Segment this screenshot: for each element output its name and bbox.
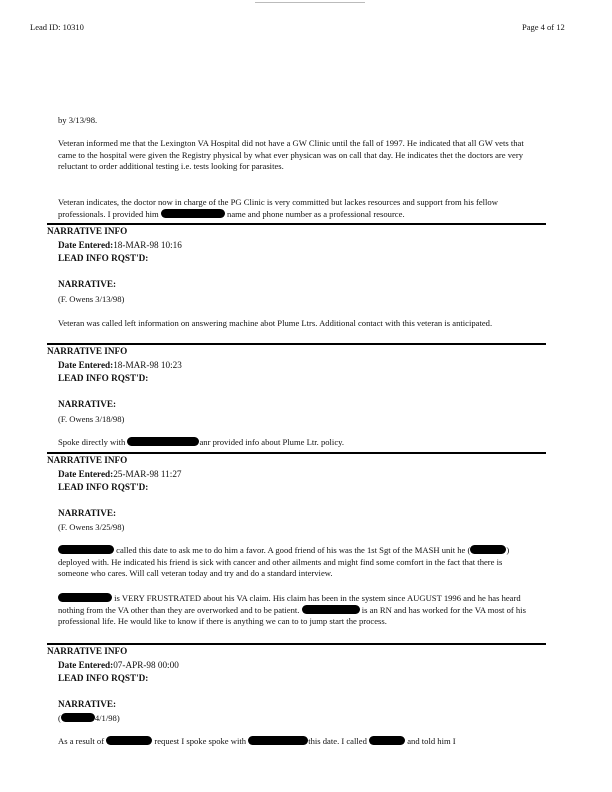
redaction	[248, 736, 308, 745]
entry-text: called this date to ask me to do him a favor. A good friend of his was the 1st Sgt of the MASH unit he ( ) deployed with. He indicated his friend is sick with cancer and other ailments and might find some comfort in the fact that there is someone who cares. Will call veteran today and try and do a standard interview.	[58, 545, 510, 578]
redaction	[369, 736, 405, 745]
redaction	[61, 713, 95, 722]
paragraph-by-date: by 3/13/98.	[58, 115, 98, 125]
top-edge-line	[255, 2, 365, 3]
redaction	[161, 209, 225, 218]
redaction	[302, 605, 360, 614]
date-entered: Date Entered:25-MAR-98 11:27	[58, 469, 182, 479]
section-rule	[47, 343, 546, 345]
narrative-label: NARRATIVE:	[58, 399, 117, 409]
redaction	[58, 545, 114, 554]
section-title: NARRATIVE INFO	[47, 346, 128, 356]
author-line: (F. Owens 3/18/98)	[58, 414, 125, 424]
section-rule	[47, 452, 546, 454]
lead-info-label: LEAD INFO RQST'D:	[58, 482, 149, 492]
redaction	[106, 736, 152, 745]
paragraph-lexington: Veteran informed me that the Lexington VA Hospital did not have a GW Clinic until the fall of 1997. He indicated that all GW vets that came to the hospital were given the Registry physical by what ever physican was on call that day. He indicates thet the doctors are very reluctant to order additional testing i.e. tests looking for parasites.	[58, 138, 524, 171]
page-number: Page 4 of 12	[522, 22, 565, 32]
lead-info-label: LEAD INFO RQST'D:	[58, 373, 149, 383]
narrative-label: NARRATIVE:	[58, 699, 117, 709]
section-title: NARRATIVE INFO	[47, 646, 128, 656]
entry-text: Spoke directly with anr provided info about Plume Ltr. policy.	[58, 437, 345, 447]
section-rule	[47, 643, 546, 645]
lead-info-label: LEAD INFO RQST'D:	[58, 673, 149, 683]
redaction	[58, 593, 112, 602]
date-entered: Date Entered:07-APR-98 00:00	[58, 660, 179, 670]
paragraph-pg-clinic: Veteran indicates, the doctor now in charge of the PG Clinic is very committed but lackes resources and support from his fellow professionals. I provided him name and phone number as a professional resource.	[58, 197, 498, 219]
narrative-label: NARRATIVE:	[58, 279, 117, 289]
redaction	[470, 545, 506, 554]
section-title: NARRATIVE INFO	[47, 455, 128, 465]
section-rule	[47, 223, 546, 225]
lead-info-label: LEAD INFO RQST'D:	[58, 253, 149, 263]
author-line: (F. Owens 3/13/98)	[58, 294, 125, 304]
entry-text: As a result of request I spoke spoke with this date. I called and told him I	[58, 736, 456, 746]
date-entered: Date Entered:18-MAR-98 10:23	[58, 360, 182, 370]
narrative-label: NARRATIVE:	[58, 508, 117, 518]
date-entered: Date Entered:18-MAR-98 10:16	[58, 240, 182, 250]
redaction	[127, 437, 199, 446]
author-line: (F. Owens 3/25/98)	[58, 522, 125, 532]
author-line: ( 4/1/98)	[58, 713, 120, 723]
lead-id: Lead ID: 10310	[30, 22, 84, 32]
section-title: NARRATIVE INFO	[47, 226, 128, 236]
entry-text-2: is VERY FRUSTRATED about his VA claim. His claim has been in the system since AUGUST 1996 and he has heard nothing from the VA other than they are overworked and to be patient. is an RN and has worked for the VA most of his professional life. He would like to know if there is anything we can to to jump start the process.	[58, 593, 526, 626]
entry-text: Veteran was called left information on answering machine abot Plume Ltrs. Additional contact with this veteran is anticipated.	[58, 318, 493, 328]
